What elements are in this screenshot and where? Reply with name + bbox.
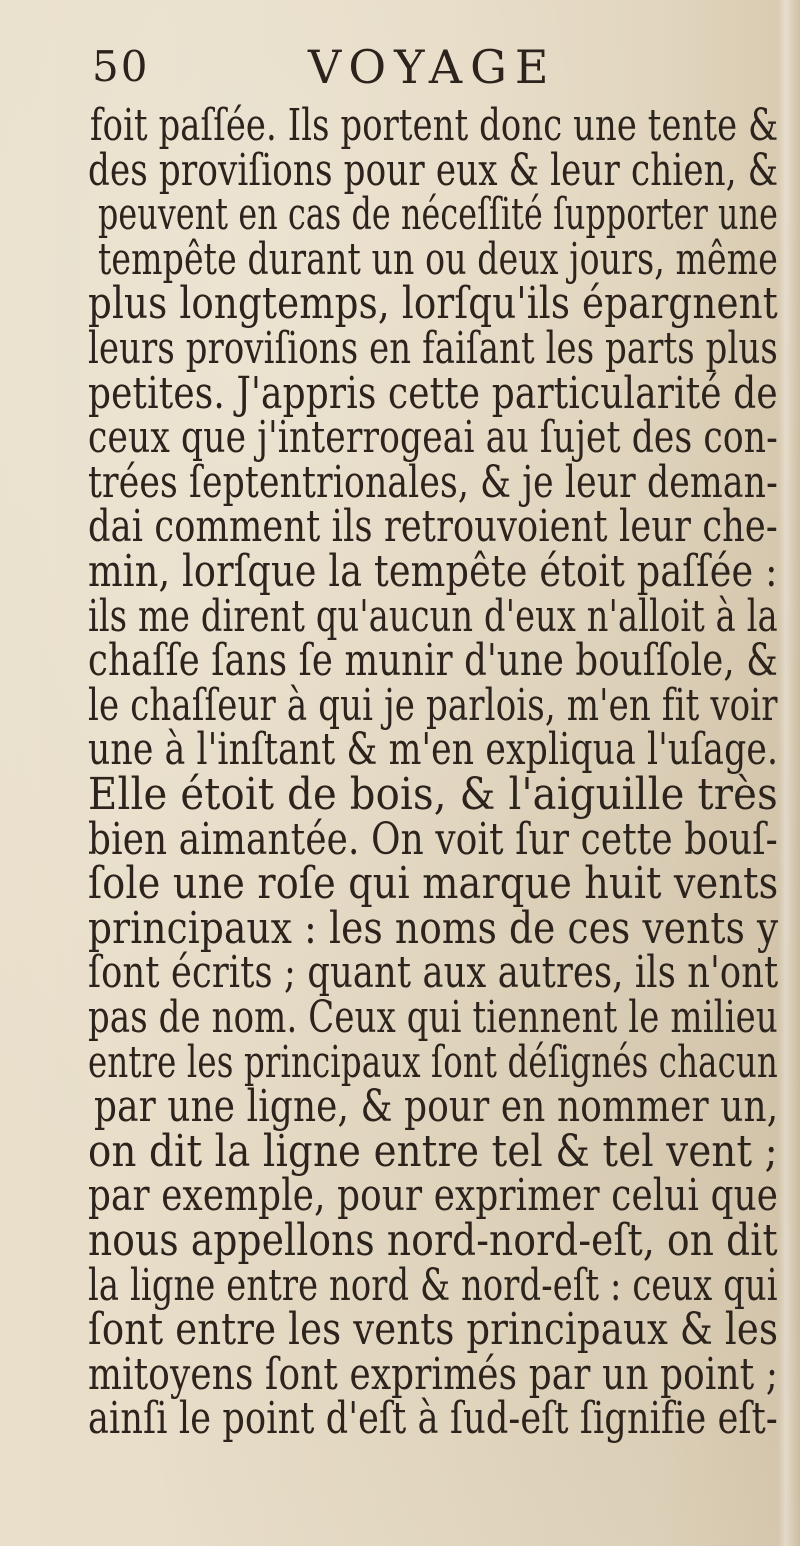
text-line: plus longtemps, lorſqu'ils épargnent — [88, 278, 778, 330]
text-line: leurs proviſions en faiſant les parts plus — [88, 323, 778, 374]
text-line: principaux : les noms de ces vents y — [88, 902, 779, 954]
text-line: chaſſe ſans ſe munir d'une bouſſole, & — [88, 635, 778, 687]
text-line: petites. J'appris cette particularité de — [88, 367, 778, 419]
text-line: ſont écrits ; quant aux autres, ils n'ont — [88, 947, 779, 999]
text-line: des proviſions pour eux & leur chien, & — [88, 144, 779, 196]
text-line: ainſi le point d'eſt à ſud-eſt ſignifie eſt- — [88, 1393, 778, 1445]
text-line: ceux que j'interrogeai au ſujet des con- — [88, 412, 778, 464]
text-line: ſont entre les vents principaux & les — [88, 1304, 779, 1356]
text-line: pas de nom. Ceux qui tiennent le milieu — [88, 992, 778, 1043]
page-number: 50 — [92, 42, 150, 91]
text-line: la ligne entre nord & nord-eſt : ceux qui — [88, 1259, 778, 1311]
text-line: Elle étoit de bois, & l'aiguille très — [88, 769, 778, 820]
text-line: bien aimantée. On voit ſur cette bouſ- — [88, 813, 778, 865]
text-line: entre les principaux ſont déſignés chacun — [88, 1036, 778, 1088]
text-line: dai comment ils retrouvoient leur che- — [88, 501, 778, 553]
text-line: ils me dirent qu'aucun d'eux n'alloit à la — [88, 590, 778, 642]
text-line: min, lorſque la tempête étoit paſſée : — [88, 546, 778, 597]
text-line: une à l'inſtant & m'en expliqua l'uſage. — [88, 724, 779, 776]
running-title: VOYAGE — [308, 40, 557, 94]
page-edge — [778, 0, 800, 1546]
text-line: trées ſeptentrionales, & je leur deman- — [88, 456, 778, 508]
text-line: par exemple, pour exprimer celui que — [88, 1170, 779, 1222]
text-line: ſole une roſe qui marque huit vents — [88, 858, 779, 910]
text-line: peuvent en cas de néceſſité ſupporter une — [98, 189, 779, 241]
text-line: foit paſſée. Ils portent donc une tente & — [90, 100, 779, 151]
text-line: mitoyens ſont exprimés par un point ; — [88, 1348, 779, 1400]
text-line: par une ligne, & pour en nommer un, — [94, 1081, 779, 1133]
text-line: le chaſſeur à qui je parlois, m'en fit voir — [88, 679, 778, 731]
body-text — [88, 100, 779, 1445]
running-head — [0, 40, 800, 104]
text-line: nous appellons nord-nord-eſt, on dit — [88, 1215, 778, 1266]
text-line: on dit la ligne entre tel & tel vent ; — [88, 1125, 778, 1177]
text-line: tempête durant un ou deux jours, même — [98, 233, 778, 285]
